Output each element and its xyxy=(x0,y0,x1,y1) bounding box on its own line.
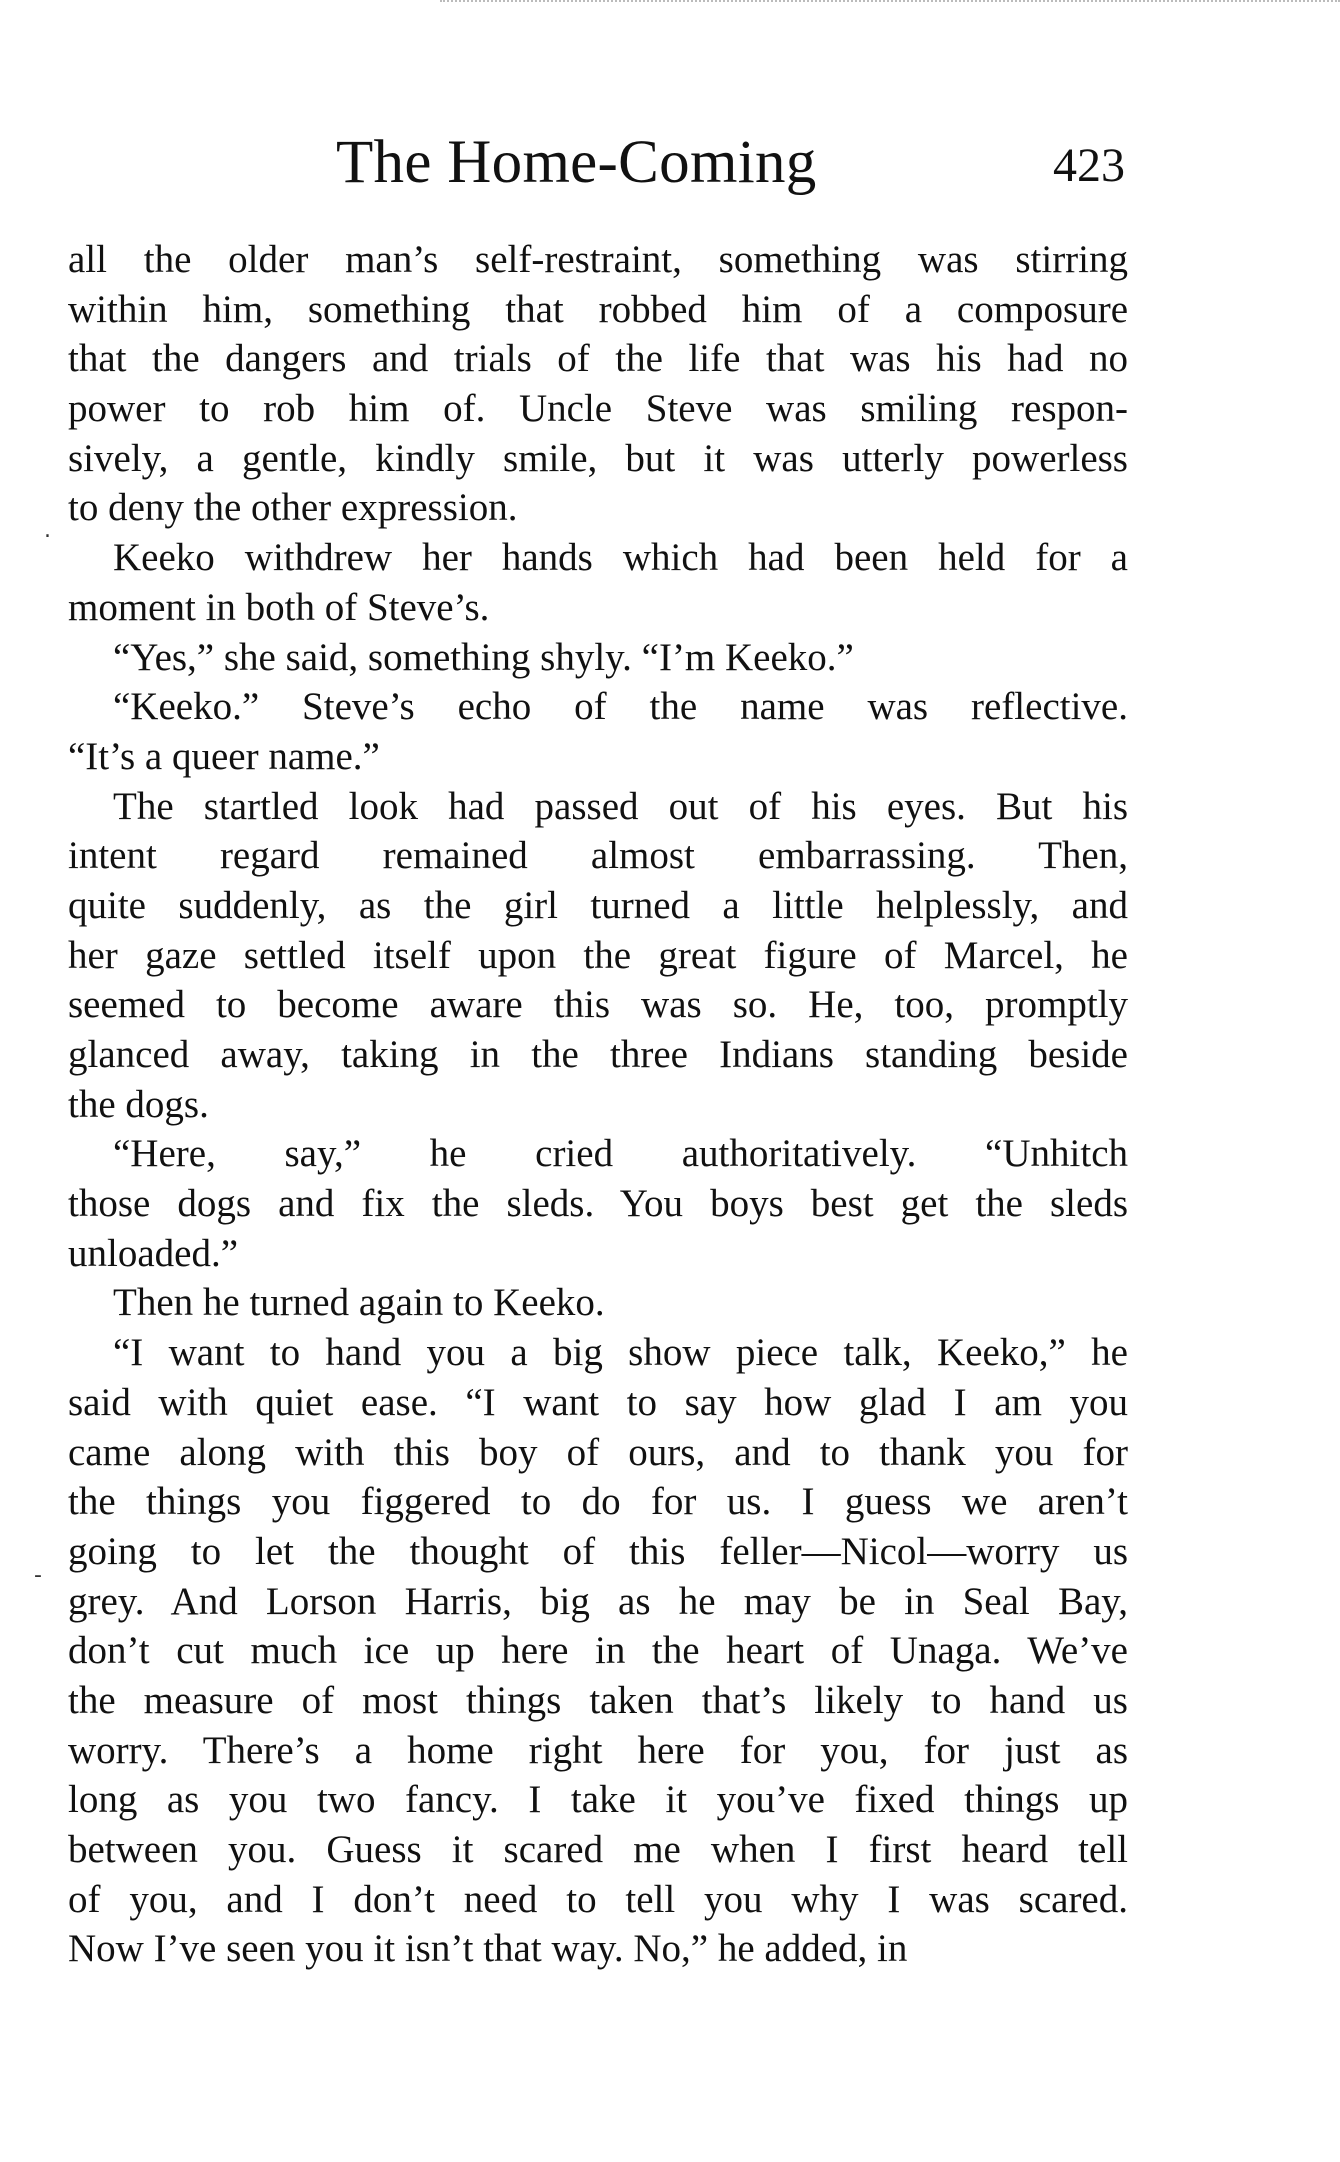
text-line: intent regard remained almost embarrassing. Then, xyxy=(68,834,1128,878)
text-line: the measure of most things taken that’s likely to hand us xyxy=(68,1678,1128,1722)
text-line: the dogs. xyxy=(68,1082,209,1126)
paragraph xyxy=(68,1328,1128,1974)
text-line: worry. There’s a home right here for you, for just as xyxy=(68,1728,1128,1772)
text-line: those dogs and fix the sleds. You boys best get the sleds xyxy=(68,1182,1128,1226)
text-line: “Here, say,” he cried authoritatively. “Unhitch xyxy=(113,1132,1128,1176)
paragraph xyxy=(68,1129,1128,1278)
text-line: all the older man’s self-restraint, something was stirring xyxy=(68,238,1128,281)
paragraph xyxy=(68,633,1128,683)
text-line: Then he turned again to Keeko. xyxy=(113,1281,605,1325)
page-header xyxy=(0,128,1340,198)
paragraph xyxy=(68,682,1128,781)
text-line: “Keeko.” Steve’s echo of the name was reflective. xyxy=(113,685,1128,729)
margin-dot-mark: . xyxy=(44,518,51,543)
text-line: Now I’ve seen you it isn’t that way. No,” he added, in xyxy=(68,1927,908,1971)
running-title: The Home-Coming xyxy=(336,129,817,196)
text-line: within him, something that robbed him of a composure xyxy=(68,287,1128,331)
text-line: going to let the thought of this feller—Nicol—worry us xyxy=(68,1529,1128,1573)
text-line: that the dangers and trials of the life that was his had no xyxy=(68,337,1128,381)
text-line: don’t cut much ice up here in the heart of Unaga. We’ve xyxy=(68,1629,1128,1673)
text-line: quite suddenly, as the girl turned a little helplessly, and xyxy=(68,883,1128,927)
text-line: of you, and I don’t need to tell you why I was scared. xyxy=(68,1877,1128,1921)
text-line: said with quiet ease. “I want to say how glad I am you xyxy=(68,1380,1128,1424)
paragraph xyxy=(68,533,1128,632)
text-line: unloaded.” xyxy=(68,1231,239,1275)
text-line: grey. And Lorson Harris, big as he may be in Seal Bay, xyxy=(68,1579,1128,1623)
text-line: power to rob him of. Uncle Steve was smiling respon- xyxy=(68,387,1128,431)
text-line: to deny the other expression. xyxy=(68,486,518,530)
text-line: came along with this boy of ours, and to thank you for xyxy=(68,1430,1128,1474)
paragraph xyxy=(68,235,1128,533)
page-number: 423 xyxy=(1053,139,1125,192)
body-text xyxy=(68,235,1128,1974)
text-line: Keeko withdrew her hands which had been held for a xyxy=(113,536,1128,580)
text-line: “It’s a queer name.” xyxy=(68,734,380,778)
text-line: long as you two fancy. I take it you’ve fixed things up xyxy=(68,1778,1128,1822)
text-line: between you. Guess it scared me when I first heard tell xyxy=(68,1828,1128,1871)
text-line: “I want to hand you a big show piece talk, Keeko,” he xyxy=(113,1331,1128,1375)
text-line: the things you figgered to do for us. I guess we aren’t xyxy=(68,1480,1128,1524)
top-edge-dotted-rule xyxy=(440,0,1340,6)
text-line: seemed to become aware this was so. He, too, promptly xyxy=(68,983,1128,1027)
text-line: glanced away, taking in the three Indians standing beside xyxy=(68,1033,1128,1076)
text-line: moment in both of Steve’s. xyxy=(68,585,490,629)
text-line: “Yes,” she said, something shyly. “I’m Keeko.” xyxy=(113,635,854,679)
margin-tick-mark: ‐ xyxy=(34,1563,42,1588)
paragraph xyxy=(68,782,1128,1130)
text-line: sively, a gentle, kindly smile, but it was utterly powerless xyxy=(68,436,1128,480)
text-line: The startled look had passed out of his eyes. But his xyxy=(113,784,1128,828)
text-line: her gaze settled itself upon the great figure of Marcel, he xyxy=(68,933,1128,977)
paragraph xyxy=(68,1278,1128,1328)
